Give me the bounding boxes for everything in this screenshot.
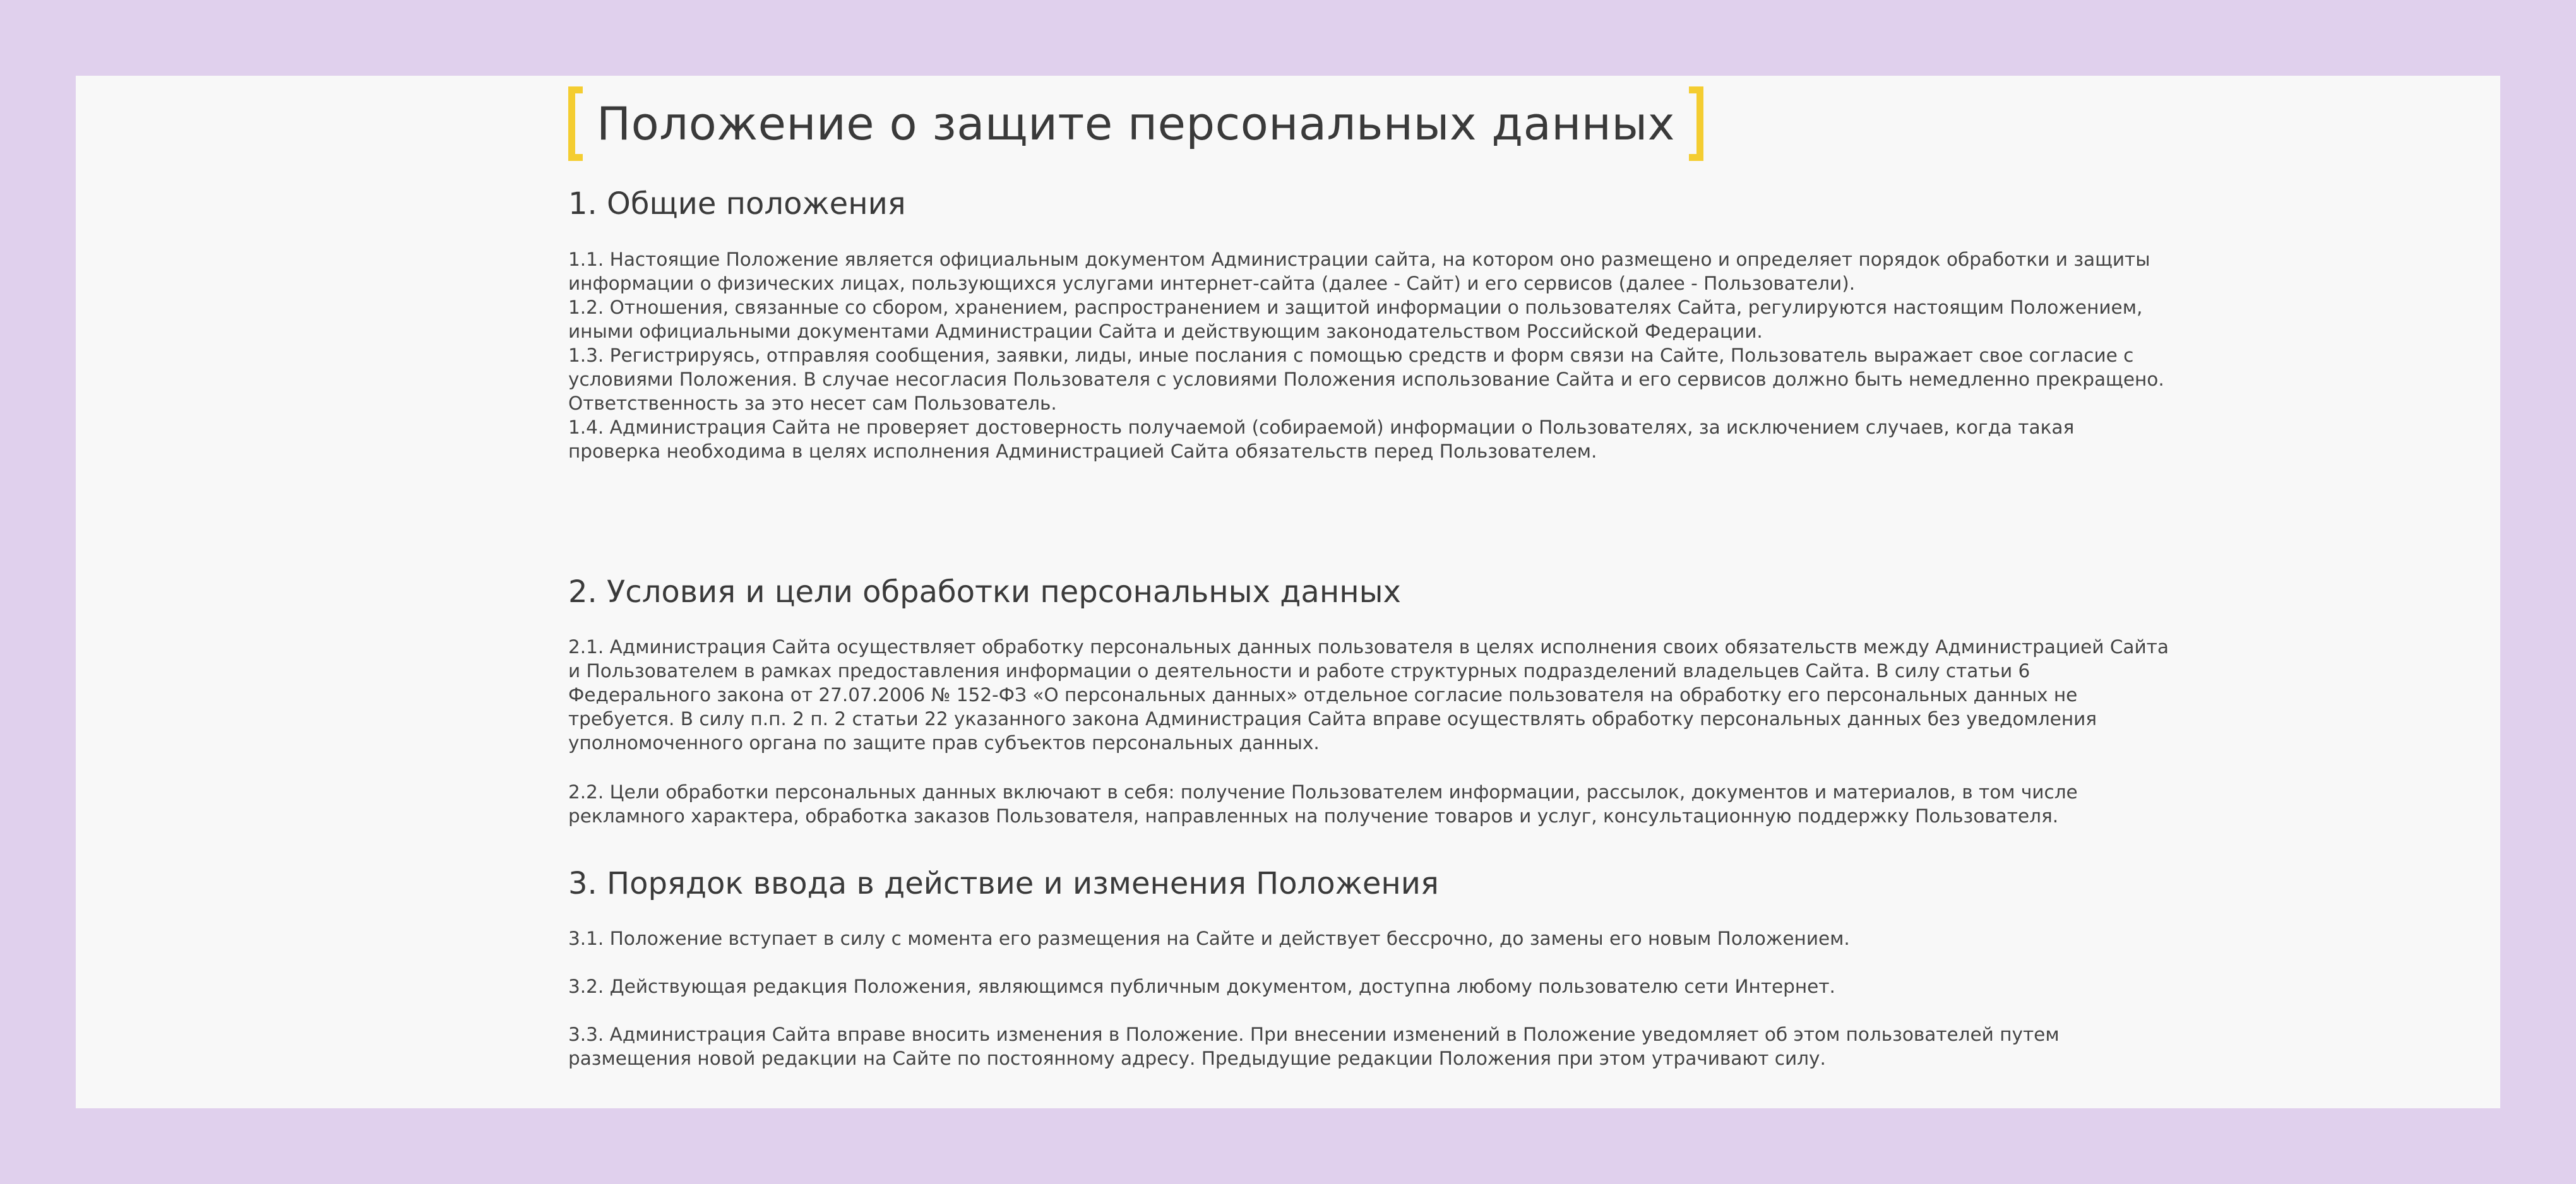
page-title-block bbox=[568, 92, 1703, 155]
paragraph-3-3: 3.3. Администрация Сайта вправе вносить изменения в Положение. При внесении изменений в Положение уведомляет об этом пользователей путем размещения новой редакции на Сайте по постоянному адресу. Предыдущие редакции Положения при этом утрачивают силу. bbox=[568, 1024, 2060, 1069]
paragraph-1-1: 1.1. Настоящие Положение является официальным документом Администрации сайта, на котором оно размещено и определяет порядок обработки и защиты информации о физических лицах, пользующихся услугами интернет-сайта (далее - Сайт) и его сервисов (далее - Пользователи). bbox=[568, 249, 2150, 294]
page-title: Положение о защите персональных данных bbox=[597, 97, 1675, 150]
left-bracket-icon bbox=[568, 86, 583, 161]
paragraph-3-1: 3.1. Положение вступает в силу с момента его размещения на Сайте и действует бессрочно, до замены его новым Положением. bbox=[568, 928, 1850, 949]
paragraph-1-3: 1.3. Регистрируясь, отправляя сообщения, заявки, лиды, иные послания с помощью средств и форм связи на Сайте, Пользователь выражает свое согласие с условиями Положения. В случае несогласия Пользователя с условиями Положения использование Сайта и его сервисов должно быть немедленно прекращено. Ответственность за это несет сам Пользователь. bbox=[568, 345, 2164, 414]
document-card bbox=[76, 76, 2500, 1108]
right-bracket-icon bbox=[1689, 86, 1703, 161]
paragraph-1-2: 1.2. Отношения, связанные со сбором, хранением, распространением и защитой информации о пользователях Сайта, регулируются настоящим Положением, иными официальными документами Администрации Сайта и действующим законодательством Российской Федерации. bbox=[568, 297, 2143, 342]
section-heading-2: 2. Условия и цели обработки персональных данных bbox=[568, 574, 1401, 610]
paragraph-2-1: 2.1. Администрация Сайта осуществляет обработку персональных данных пользователя в целях исполнения своих обязательств между Администрацией Сайта и Пользователем в рамках предоставления информации о деятельности и работе структурных подразделений владельцев Сайта. В силу статьи 6 Федерального закона от 27.07.2006 № 152-ФЗ «О персональных данных» отдельное согласие пользователя на обработку его персональных данных не требуется. В силу п.п. 2 п. 2 статьи 22 указанного закона Администрация Сайта вправе осуществлять обработку персональных данных без уведомления уполномоченного органа по защите прав субъектов персональных данных. bbox=[568, 636, 2169, 754]
section-heading-3: 3. Порядок ввода в действие и изменения Положения bbox=[568, 866, 1439, 901]
paragraph-1-4: 1.4. Администрация Сайта не проверяет достоверность получаемой (собираемой) информации о Пользователях, за исключением случаев, когда такая проверка необходима в целях исполнения Администрацией Сайта обязательств перед Пользователем. bbox=[568, 417, 2075, 462]
paragraph-2-2: 2.2. Цели обработки персональных данных включают в себя: получение Пользователем информации, рассылок, документов и материалов, в том числе рекламного характера, обработка заказов Пользователя, направленных на получение товаров и услуг, консультационную поддержку Пользователя. bbox=[568, 781, 2078, 827]
paragraph-3-2: 3.2. Действующая редакция Положения, являющимся публичным документом, доступна любому пользователю сети Интернет. bbox=[568, 976, 1835, 997]
section-heading-1: 1. Общие положения bbox=[568, 186, 906, 222]
